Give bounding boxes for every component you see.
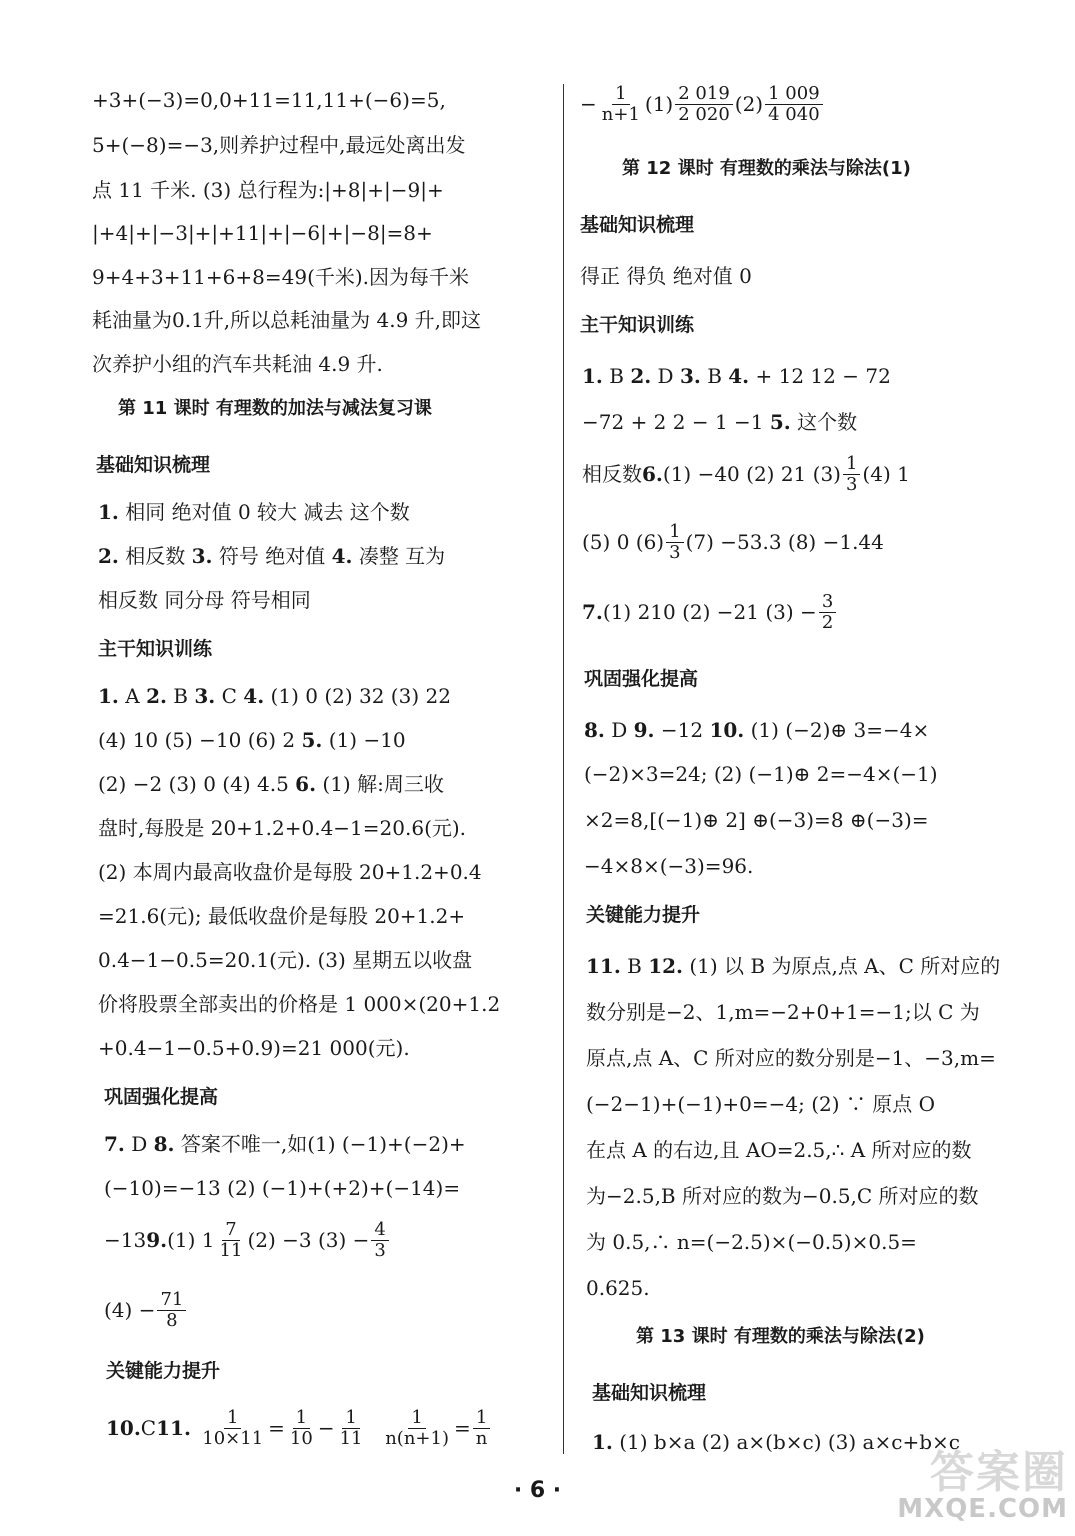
fraction: $\frac{2 019}{2 020}$	[675, 84, 733, 125]
fraction: $\frac{1}{10\times 11}$	[202, 1407, 264, 1449]
answer-line: 数分别是−2、1,m=−2+0+1=−1;以 C 为	[586, 1000, 980, 1024]
fraction: $\frac{1}{10}$	[289, 1407, 313, 1449]
answer-line: (5) 0 (6) $\frac{1}{3}$ (7) −53.3 (8) −1.44	[582, 521, 884, 563]
fraction: $\frac{1}{n(n+1)}$	[385, 1407, 449, 1449]
answer-line: 0.625.	[586, 1276, 650, 1300]
text-line: 点 11 千米. (3) 总行程为:|+8|+|−9|+	[92, 178, 444, 202]
answer-line: +0.4−1−0.5+0.9)=21 000(元).	[98, 1036, 410, 1060]
text-line: |+4|+|−3|+|+11|+|−6|+|−8|=8+	[92, 221, 433, 245]
answer-line: ×2=8,[(−1)⊕ 2] ⊕(−3)=8 ⊕(−3)=	[584, 808, 929, 832]
answer-line: (4) 10 (5) −10 (6) 2 5. (1) −10	[98, 728, 406, 752]
answer-line: (2) 本周内最高收盘价是每股 20+1.2+0.4	[98, 860, 482, 884]
answer-line: 1. B 2. D 3. B 4. + 12 12 − 72	[582, 364, 891, 388]
answer-line: 8. D 9. −12 10. (1) (−2)⊕ 3=−4×	[584, 718, 930, 742]
answer-line: 10. C 11. $\frac{1}{10\times 11}$ = $\frac{1}{10}$ − $\frac{1}{11}$ $\frac{1}{n(n+1)}$ = $\frac{1}{n}$	[106, 1408, 492, 1449]
section-heading: 主干知识训练	[98, 638, 213, 660]
section-heading: 基础知识梳理	[580, 214, 695, 236]
watermark-site: MXQE.COM	[897, 1494, 1068, 1524]
text-line: 9+4+3+11+6+8=49(千米).因为每千米	[92, 265, 470, 289]
answer-line: 相反数 同分母 符号相同	[98, 588, 311, 612]
section-heading: 巩固强化提高	[584, 668, 699, 690]
answer-line: 1. 相同 绝对值 0 较大 减去 这个数	[98, 500, 410, 524]
text-line: 5+(−8)=−3,则养护过程中,最远处离出发	[92, 133, 466, 157]
answer-line: 相反数 6. (1) −40 (2) 21 (3) $\frac{1}{3}$ (4) 1	[582, 453, 910, 495]
answer-line: 11. B 12. (1) 以 B 为原点,点 A、C 所对应的	[586, 954, 1001, 978]
answer-line: 7. D 8. 答案不唯一,如(1) (−1)+(−2)+	[104, 1132, 466, 1156]
answer-line: 1. (1) b×a (2) a×(b×c) (3) a×c+b×c	[592, 1430, 960, 1454]
fraction: $\frac{4}{3}$	[371, 1220, 388, 1261]
watermark-logo: 答案圈	[930, 1447, 1068, 1498]
text-line: +3+(−3)=0,0+11=11,11+(−6)=5,	[92, 88, 446, 112]
text-line: 次养护小组的汽车共耗油 4.9 升.	[92, 352, 383, 376]
answer-line: (−10)=−13 (2) (−1)+(+2)+(−14)=	[104, 1176, 461, 1200]
answer-line: 为 0.5,∴ n=(−2.5)×(−0.5)×0.5=	[586, 1230, 917, 1254]
answer-line: −72 + 2 2 − 1 −1 5. 这个数	[582, 410, 858, 434]
answer-line: (4) − $\frac{71}{8}$	[104, 1290, 188, 1331]
answer-line: =21.6(元); 最低收盘价是每股 20+1.2+	[98, 904, 466, 928]
section-heading: 关键能力提升	[106, 1360, 221, 1382]
answer-line: −13 9. (1) 1 $\frac{7}{11}$ (2) −3 (3) − $\frac{4}{3}$	[104, 1220, 391, 1261]
fraction: $\frac{1}{n+1}$	[601, 83, 640, 125]
fraction: $\frac{1 009}{4 040}$	[765, 84, 823, 125]
page-number: · 6 ·	[513, 1478, 562, 1503]
fraction: $\frac{1}{3}$	[666, 522, 683, 563]
answer-line: (2) −2 (3) 0 (4) 4.5 6. (1) 解:周三收	[98, 772, 444, 796]
answer-line: 在点 A 的右边,且 AO=2.5,∴ A 所对应的数	[586, 1138, 972, 1162]
lesson-13-title: 第 13 课时 有理数的乘法与除法(2)	[636, 1326, 925, 1347]
text-line: 耗油量为0.1升,所以总耗油量为 4.9 升,即这	[92, 308, 482, 332]
answer-line: 1. A 2. B 3. C 4. (1) 0 (2) 32 (3) 22	[98, 684, 451, 708]
fraction: $\frac{1}{11}$	[339, 1407, 363, 1449]
answer-line: (−2)×3=24; (2) (−1)⊕ 2=−4×(−1)	[584, 762, 938, 786]
answer-line: 价将股票全部卖出的价格是 1 000×(20+1.2	[98, 992, 501, 1016]
fraction: $\frac{71}{8}$	[157, 1290, 186, 1331]
watermark	[898, 1436, 1068, 1528]
section-heading: 巩固强化提高	[104, 1086, 219, 1108]
fraction: $\frac{3}{2}$	[819, 592, 836, 633]
section-heading: 基础知识梳理	[96, 454, 211, 476]
section-heading: 基础知识梳理	[592, 1382, 707, 1404]
fraction: $\frac{1}{3}$	[843, 454, 860, 495]
answer-line: 盘时,每股是 20+1.2+0.4−1=20.6(元).	[98, 816, 467, 840]
answer-line: 2. 相反数 3. 符号 绝对值 4. 凑整 互为	[98, 544, 446, 568]
answer-line: (−2−1)+(−1)+0=−4; (2) ∵ 原点 O	[586, 1092, 936, 1116]
fraction: $\frac{7}{11}$	[219, 1219, 243, 1261]
section-heading: 关键能力提升	[586, 904, 701, 926]
answer-line: 7. (1) 210 (2) −21 (3) − $\frac{3}{2}$	[582, 592, 838, 633]
section-heading: 主干知识训练	[580, 314, 695, 336]
answer-line: −4×8×(−3)=96.	[584, 854, 754, 878]
fraction: $\frac{1}{n}$	[473, 1408, 491, 1449]
column-divider	[563, 84, 564, 1454]
answer-line: 得正 得负 绝对值 0	[580, 264, 752, 288]
answer-line: 为−2.5,B 所对应的数为−0.5,C 所对应的数	[586, 1184, 979, 1208]
answer-line: − $\frac{1}{n+1}$ (1) $\frac{2 019}{2 020}$ (2) $\frac{1 009}{4 040}$	[580, 84, 825, 125]
lesson-11-title: 第 11 课时 有理数的加法与减法复习课	[118, 398, 432, 419]
lesson-12-title: 第 12 课时 有理数的乘法与除法(1)	[622, 158, 911, 179]
answer-line: 原点,点 A、C 所对应的数分别是−1、−3,m=	[586, 1046, 996, 1070]
answer-line: 0.4−1−0.5=20.1(元). (3) 星期五以收盘	[98, 948, 473, 972]
